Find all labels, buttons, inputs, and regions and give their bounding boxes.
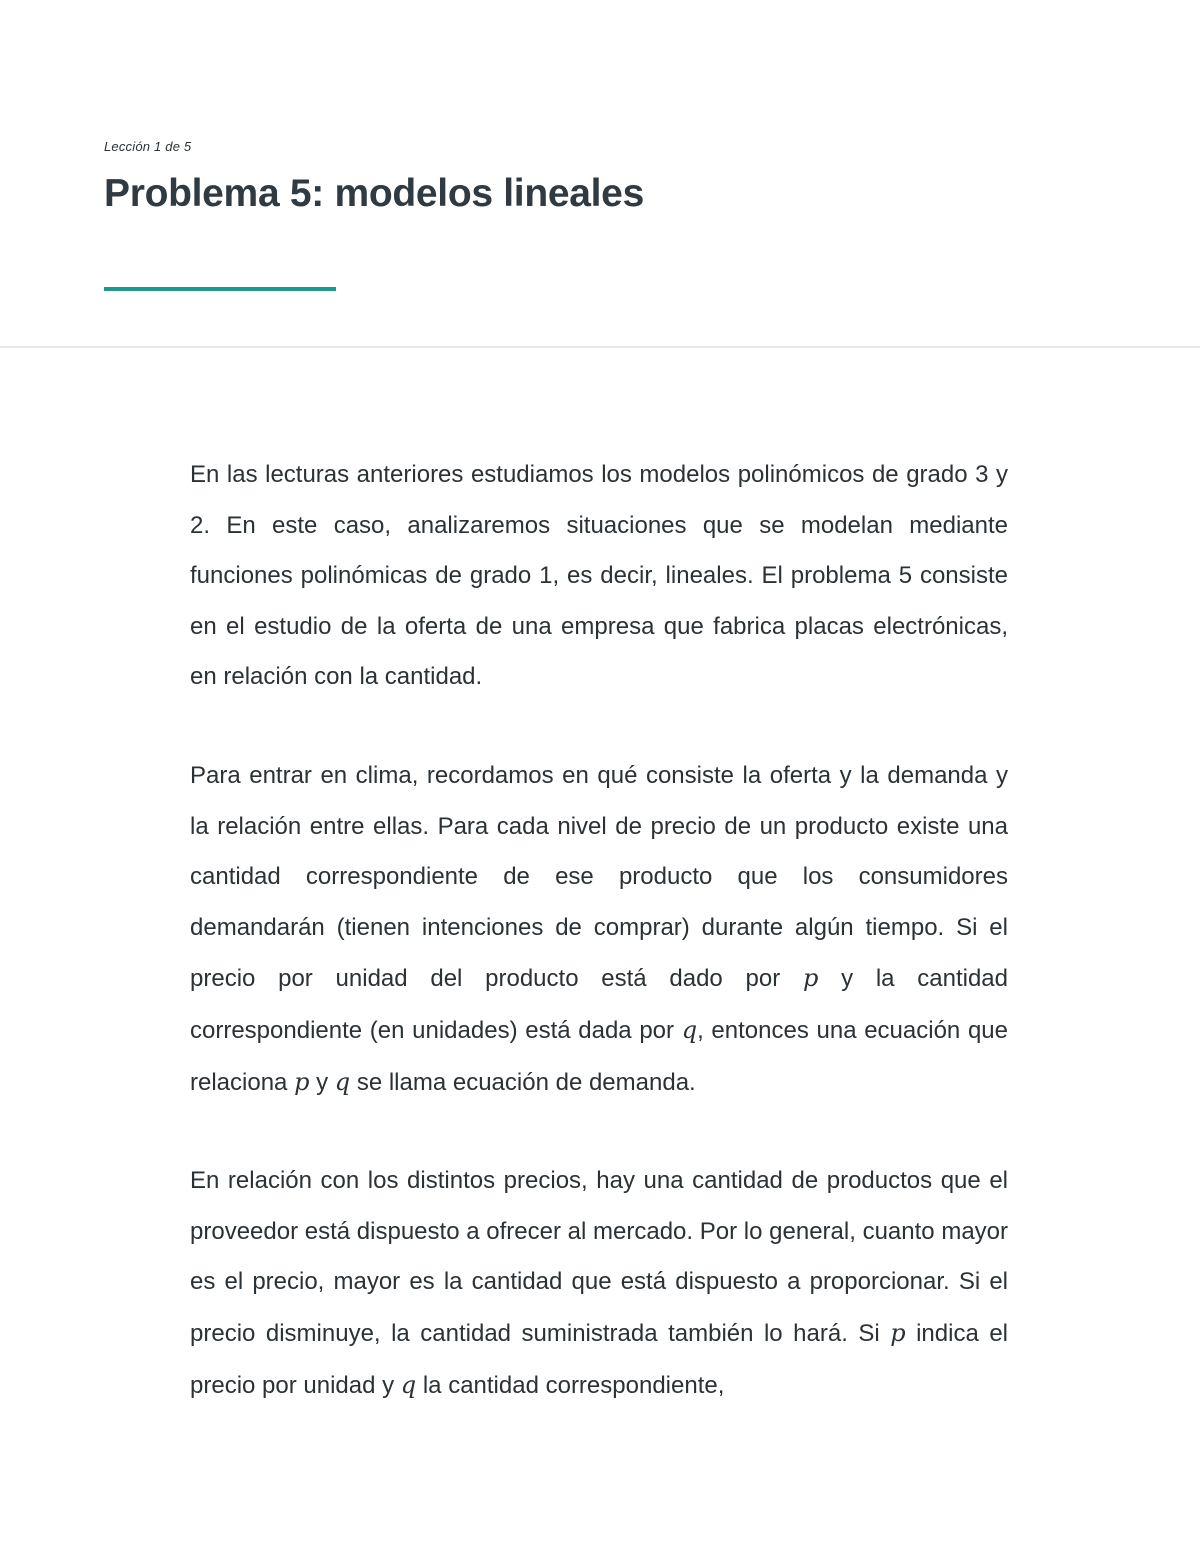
variable-p: p (294, 1067, 310, 1096)
paragraph-demand (190, 751, 1008, 1108)
paragraph-intro: En las lecturas anteriores estudiamos los modelos polinómicos de grado 3 y 2. En este caso, analizaremos situaciones que se modelan mediante funciones polinómicas de grado 1, es decir, lineales. El problema 5 consiste en el estudio de la oferta de una empresa que fabrica placas electrónicas, en relación con la cantidad. (190, 461, 1008, 691)
text-segment: y la cantidad correspondiente (en unidades) está dada por (190, 965, 1008, 1044)
text-segment: indica el precio por unidad y (190, 1319, 1008, 1399)
variable-q: q (400, 1370, 417, 1399)
variable-q: q (334, 1067, 351, 1096)
lesson-title: Problema 5: modelos lineales (104, 172, 644, 215)
text-segment: la cantidad correspondiente, (416, 1371, 725, 1399)
lesson-counter: Lección 1 de 5 (104, 139, 192, 154)
lesson-header (0, 0, 1200, 348)
text-segment: y (309, 1068, 335, 1096)
lesson-body (190, 450, 1008, 1411)
text-segment: se llama ecuación de demanda. (350, 1068, 696, 1096)
header-divider (0, 346, 1200, 348)
variable-p: p (890, 1318, 906, 1347)
variable-p: p (802, 964, 819, 993)
text-segment: En relación con los distintos precios, hay una cantidad de productos que el proveedor está dispuesto a ofrecer al mercado. Por lo general, cuanto mayor es el precio, mayor es la cantidad que está dispuesto a proporcionar. Si el precio disminuye, la cantidad suministrada también lo hará. Si (190, 1167, 1008, 1347)
title-underline (104, 287, 336, 291)
paragraph-supply (190, 1156, 1008, 1411)
text-segment: , entonces una ecuación que relaciona (190, 1016, 1008, 1096)
text-segment: Para entrar en clima, recordamos en qué consiste la oferta y la demanda y la relación entre ellas. Para cada nivel de precio de un producto existe una cantidad correspondiente de ese producto que los consumidores demandarán (tienen intenciones de comprar) durante algún tiempo. Si el precio por unidad del producto está dado por (190, 761, 1008, 993)
variable-q: q (681, 1015, 698, 1044)
